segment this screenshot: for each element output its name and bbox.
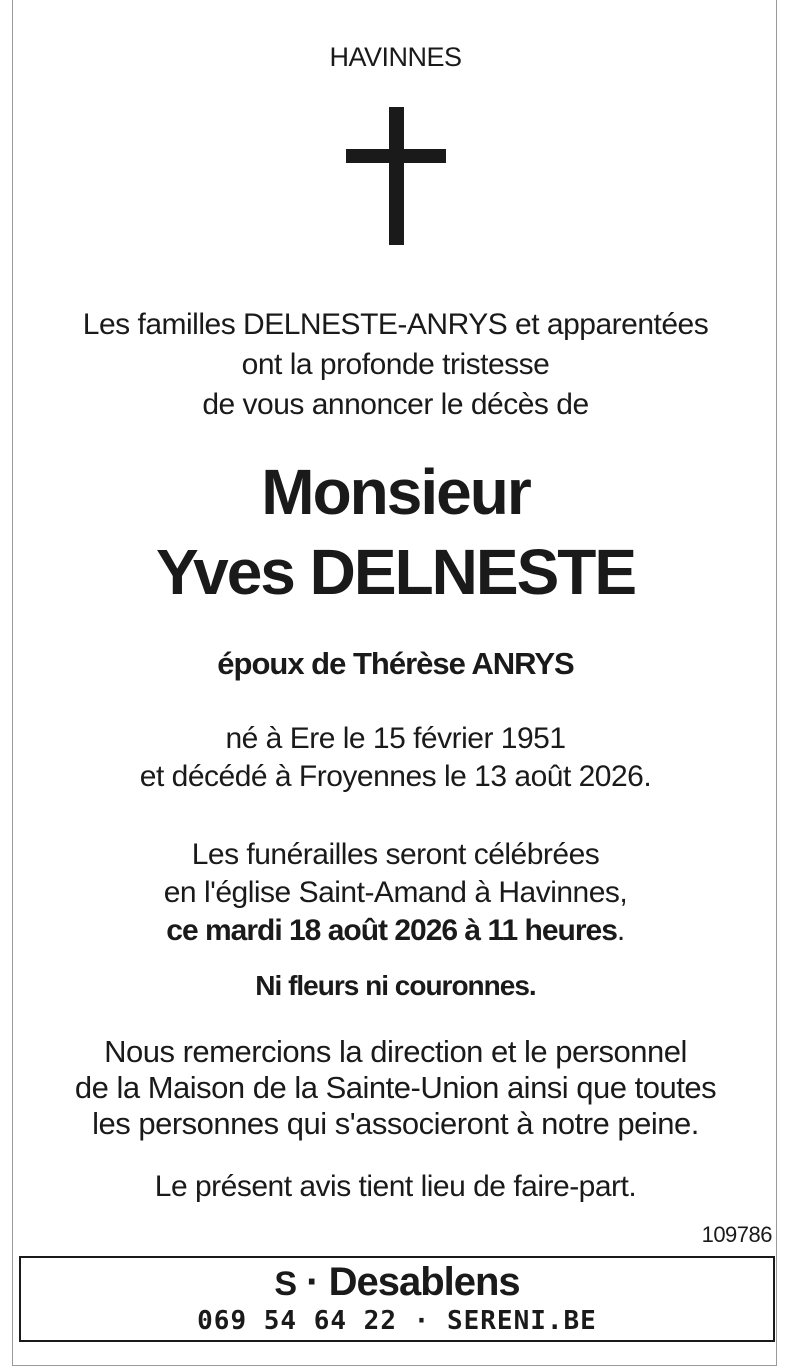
announcement-intro xyxy=(0,305,791,425)
funeral-home-contact-line xyxy=(21,1306,773,1336)
funeral-home-logo-mark: S xyxy=(274,1265,296,1303)
cross-vertical-bar xyxy=(389,107,404,245)
funeral-line-3 xyxy=(0,912,791,950)
thanks-message xyxy=(0,1034,791,1142)
funeral-details xyxy=(0,836,791,950)
cross-horizontal-bar xyxy=(346,149,446,163)
town-name: HAVINNES xyxy=(329,42,462,72)
intro-line-1: Les familles DELNESTE-ANRYS et apparentées xyxy=(82,308,709,341)
thanks-line-1: Nous remercions la direction et le personnel xyxy=(104,1034,687,1069)
deceased-name: Yves DELNESTE xyxy=(155,536,636,608)
funeral-home-name: Desablens xyxy=(328,1260,520,1304)
deceased-title: Monsieur xyxy=(261,456,530,528)
birth-line: né à Ere le 15 février 1951 xyxy=(225,722,566,755)
funeral-home-website: SERENI.BE xyxy=(446,1306,597,1336)
funeral-line-2: en l'église Saint-Amand à Havinnes, xyxy=(163,876,628,909)
funeral-home-box xyxy=(19,1256,775,1342)
funeral-home-contact-separator: · xyxy=(413,1306,431,1336)
flowers-request: Ni fleurs ni couronnes. xyxy=(255,970,536,1001)
intro-line-3: de vous annoncer le décès de xyxy=(202,388,589,421)
funeral-line-1: Les funérailles seront célébrées xyxy=(191,838,600,871)
funeral-home-name-line xyxy=(21,1260,773,1305)
funeral-home-phone: 069 54 64 22 xyxy=(197,1306,397,1336)
thanks-line-3: les personnes qui s'associeront à notre peine. xyxy=(92,1106,699,1141)
funeral-line-3-period: . xyxy=(616,914,625,947)
intro-line-2: ont la profonde tristesse xyxy=(241,348,550,381)
life-dates xyxy=(0,720,791,796)
deceased-name-block xyxy=(0,452,791,612)
funeral-home-separator: · xyxy=(306,1260,319,1304)
funeral-date-time: ce mardi 18 août 2026 à 11 heures xyxy=(166,914,617,947)
cross-icon xyxy=(346,107,446,247)
reference-number: 109786 xyxy=(701,1222,772,1247)
spouse-line: époux de Thérèse ANRYS xyxy=(217,646,574,681)
death-line: et décédé à Froyennes le 13 août 2026. xyxy=(139,760,652,793)
notice-statement: Le présent avis tient lieu de faire-part. xyxy=(154,1170,637,1203)
thanks-line-2: de la Maison de la Sainte-Union ainsi que toutes xyxy=(74,1070,717,1105)
